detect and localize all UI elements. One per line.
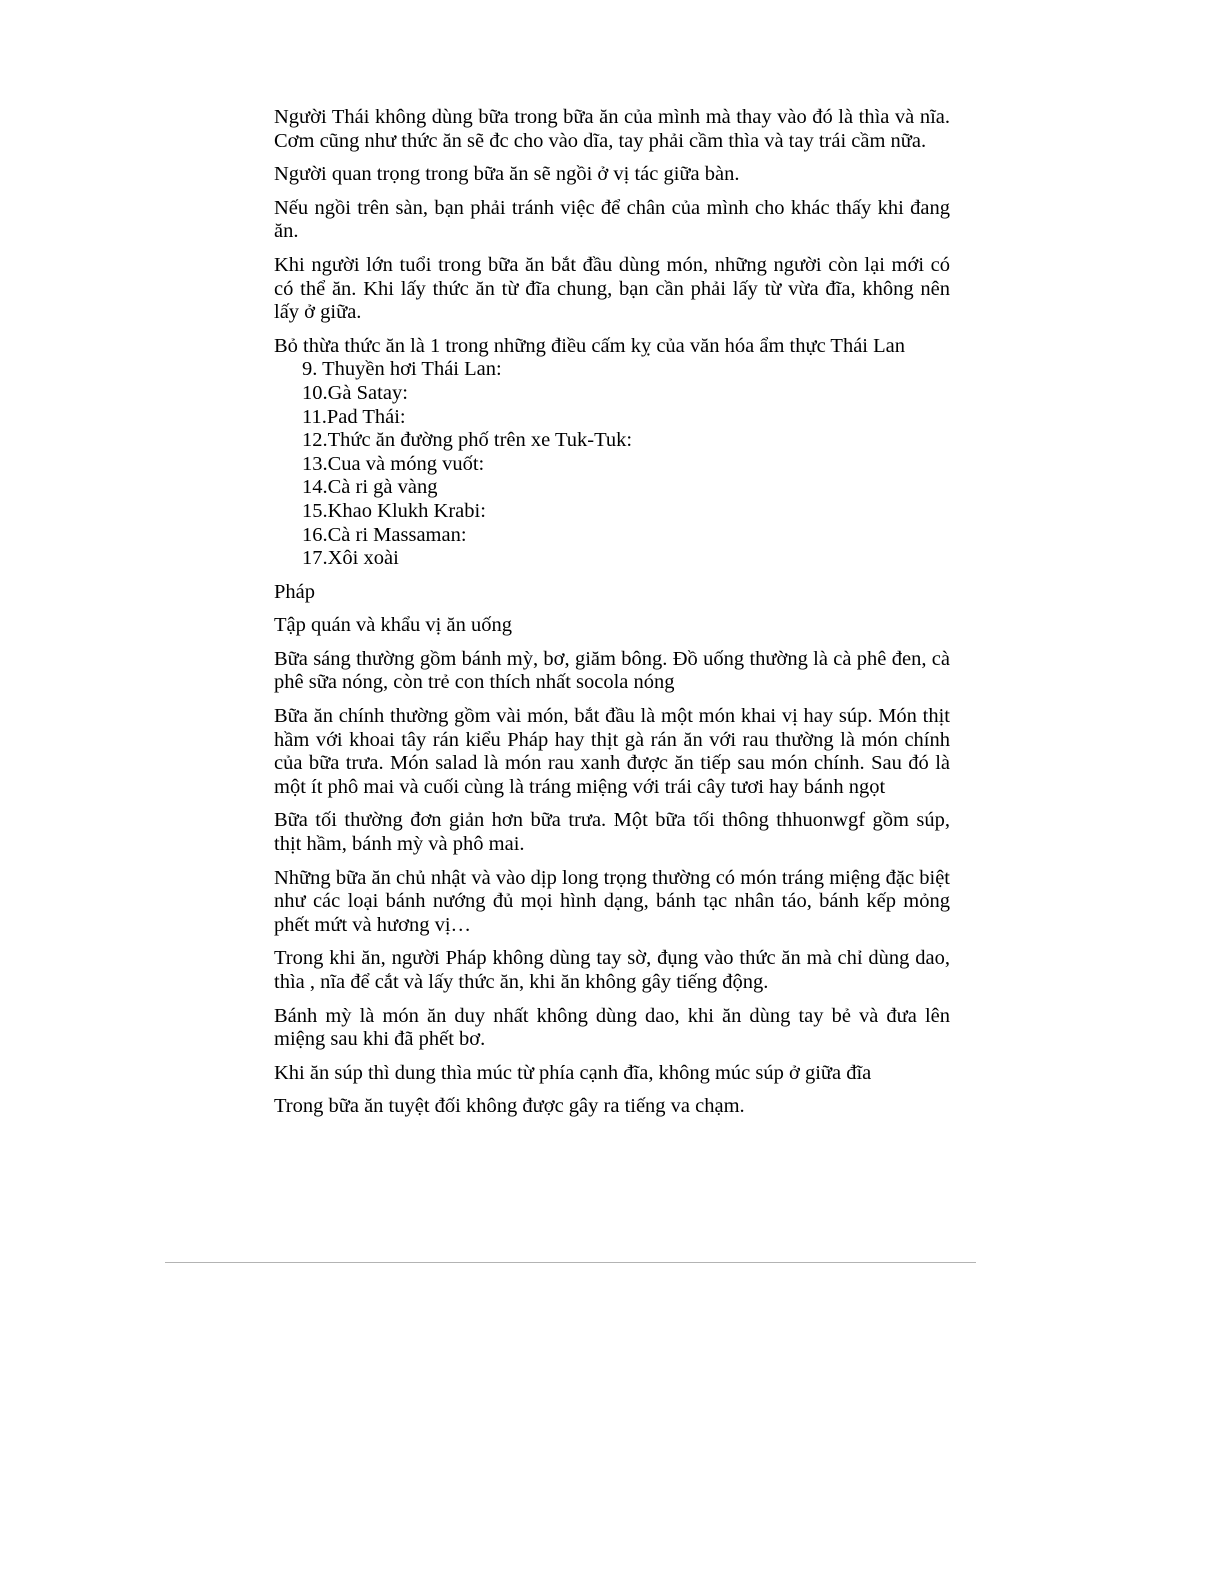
thai-paragraph-elders: Khi người lớn tuổi trong bữa ăn bắt đầu dùng món, những người còn lại mới có có thể ăn. Khi lấy thức ăn từ đĩa chung, bạn cần phải lấy từ vừa đĩa, không nên lấy ở giữa. [274, 253, 950, 324]
france-heading: Pháp [274, 580, 315, 603]
thai-paragraph-floor: Nếu ngồi trên sàn, bạn phải tránh việc để chân của mình cho khác thấy khi đang ăn. [274, 196, 950, 243]
list-item: 16.Cà ri Massaman: [302, 523, 467, 546]
france-paragraph-noise: Trong bữa ăn tuyệt đối không được gây ra tiếng va chạm. [274, 1095, 745, 1118]
thai-dish-list [274, 358, 950, 570]
france-paragraph-soup: Khi ăn súp thì dung thìa múc từ phía cạnh đĩa, không múc súp ở giữa đĩa [274, 1061, 872, 1084]
france-paragraph-etiquette: Trong khi ăn, người Pháp không dùng tay sờ, đụng vào thức ăn mà chỉ dùng dao, thìa , nĩa để cắt và lấy thức ăn, khi ăn không gây tiếng động. [274, 947, 950, 993]
france-paragraph-bread: Bánh mỳ là món ăn duy nhất không dùng dao, khi ăn dùng tay bẻ và đưa lên miệng sau khi đã phết bơ. [274, 1004, 950, 1051]
page-content [274, 106, 950, 1129]
thai-paragraph-leftovers: Bỏ thừa thức ăn là 1 trong những điều cấm kỵ của văn hóa ẩm thực Thái Lan [274, 334, 905, 357]
list-item: 13.Cua và móng vuốt: [302, 452, 485, 475]
page-divider [165, 1262, 976, 1263]
list-item: 15.Khao Klukh Krabi: [302, 499, 486, 522]
thai-paragraph-seating: Người quan trọng trong bữa ăn sẽ ngồi ở vị tác giữa bàn. [274, 163, 740, 186]
france-paragraph-breakfast: Bữa sáng thường gồm bánh mỳ, bơ, giăm bông. Đồ uống thường là cà phê đen, cà phê sữa nóng, còn trẻ con thích nhất socola nóng [274, 647, 950, 694]
thai-paragraph-utensils: Người Thái không dùng bữa trong bữa ăn của mình mà thay vào đó là thìa và nĩa. Cơm cũng như thức ăn sẽ đc cho vào dĩa, tay phải cầm thìa và tay trái cầm nữa. [274, 106, 950, 152]
list-item: 11.Pad Thái: [302, 405, 406, 428]
list-item: 17.Xôi xoài [302, 547, 399, 570]
list-item: 10.Gà Satay: [302, 381, 408, 404]
france-subheading: Tập quán và khẩu vị ăn uống [274, 614, 512, 637]
list-item: 12.Thức ăn đường phố trên xe Tuk-Tuk: [302, 429, 633, 452]
france-paragraph-sunday: Những bữa ăn chủ nhật và vào dịp long trọng thường có món tráng miệng đặc biệt như các loại bánh nướng đủ mọi hình dạng, bánh tạc nhân táo, bánh kếp mỏng phết mứt và hương vị… [274, 866, 950, 936]
france-paragraph-dinner: Bữa tối thường đơn giản hơn bữa trưa. Một bữa tối thông thhuonwgf gồm súp, thịt hầm, bánh mỳ và phô mai. [274, 809, 950, 856]
list-item: 14.Cà ri gà vàng [302, 476, 438, 499]
france-paragraph-main-meal: Bữa ăn chính thường gồm vài món, bắt đầu là một món khai vị hay súp. Món thịt hầm với khoai tây rán kiểu Pháp hay thịt gà rán ăn với rau thường là món chính của bữa trưa. Món salad là món rau xanh được ăn tiếp sau món chính. Sau đó là một ít phô mai và cuối cùng là tráng miệng với trái cây tươi hay bánh ngọt [274, 705, 950, 798]
list-item: 9. Thuyền hơi Thái Lan: [302, 358, 502, 381]
